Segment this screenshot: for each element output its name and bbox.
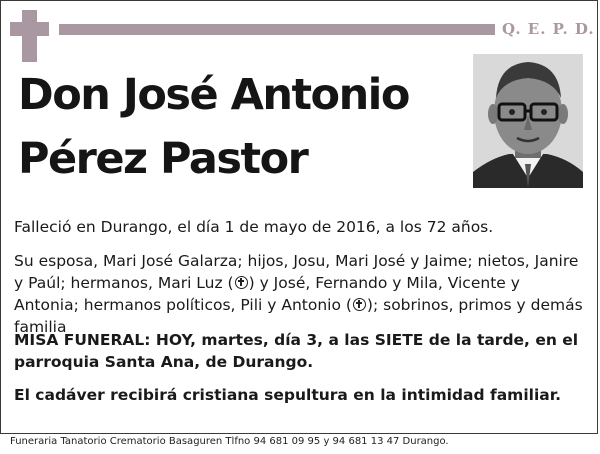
qepd-label: Q. E. P. D. [502,20,595,38]
header-rule [59,24,495,35]
death-notice-text: Falleció en Durango, el día 1 de mayo de 2016, a los 72 años. [14,218,494,236]
family-text-part3: ); sobrinos, primos y demás familia [14,296,583,336]
deceased-name-line2: Pérez Pastor [18,134,308,184]
family-list-text [14,250,586,338]
family-text-part1: Su esposa, Mari José Galarza; hijos, Josu, Mari José y Jaime; nietos, Janire y Paúl; hermanos, Mari Luz ( [14,252,579,292]
funeral-mass-text: MISA FUNERAL: HOY, martes, día 3, a las SIETE de la tarde, en el parroquia Santa Ana, de Durango. [14,331,579,371]
cross-icon-vertical [22,10,37,62]
cross-icon-horizontal [10,22,49,36]
burial-text: El cadáver recibirá cristiana sepultura en la intimidad familiar. [14,386,562,404]
funeral-home-footer: Funeraria Tanatorio Crematorio Basaguren Tlfno 94 681 09 95 y 94 681 13 47 Durango. [10,436,449,447]
family-text-part2: ) y José, Fernando y Mila, Vicente y Antonia; hermanos políticos, Pili y Antonio ( [14,274,520,314]
portrait-icon [473,54,583,188]
deceased-cross-icon [235,276,248,289]
deceased-cross-icon [353,298,366,311]
deceased-portrait [473,54,583,188]
deceased-name-line1: Don José Antonio [18,70,409,120]
